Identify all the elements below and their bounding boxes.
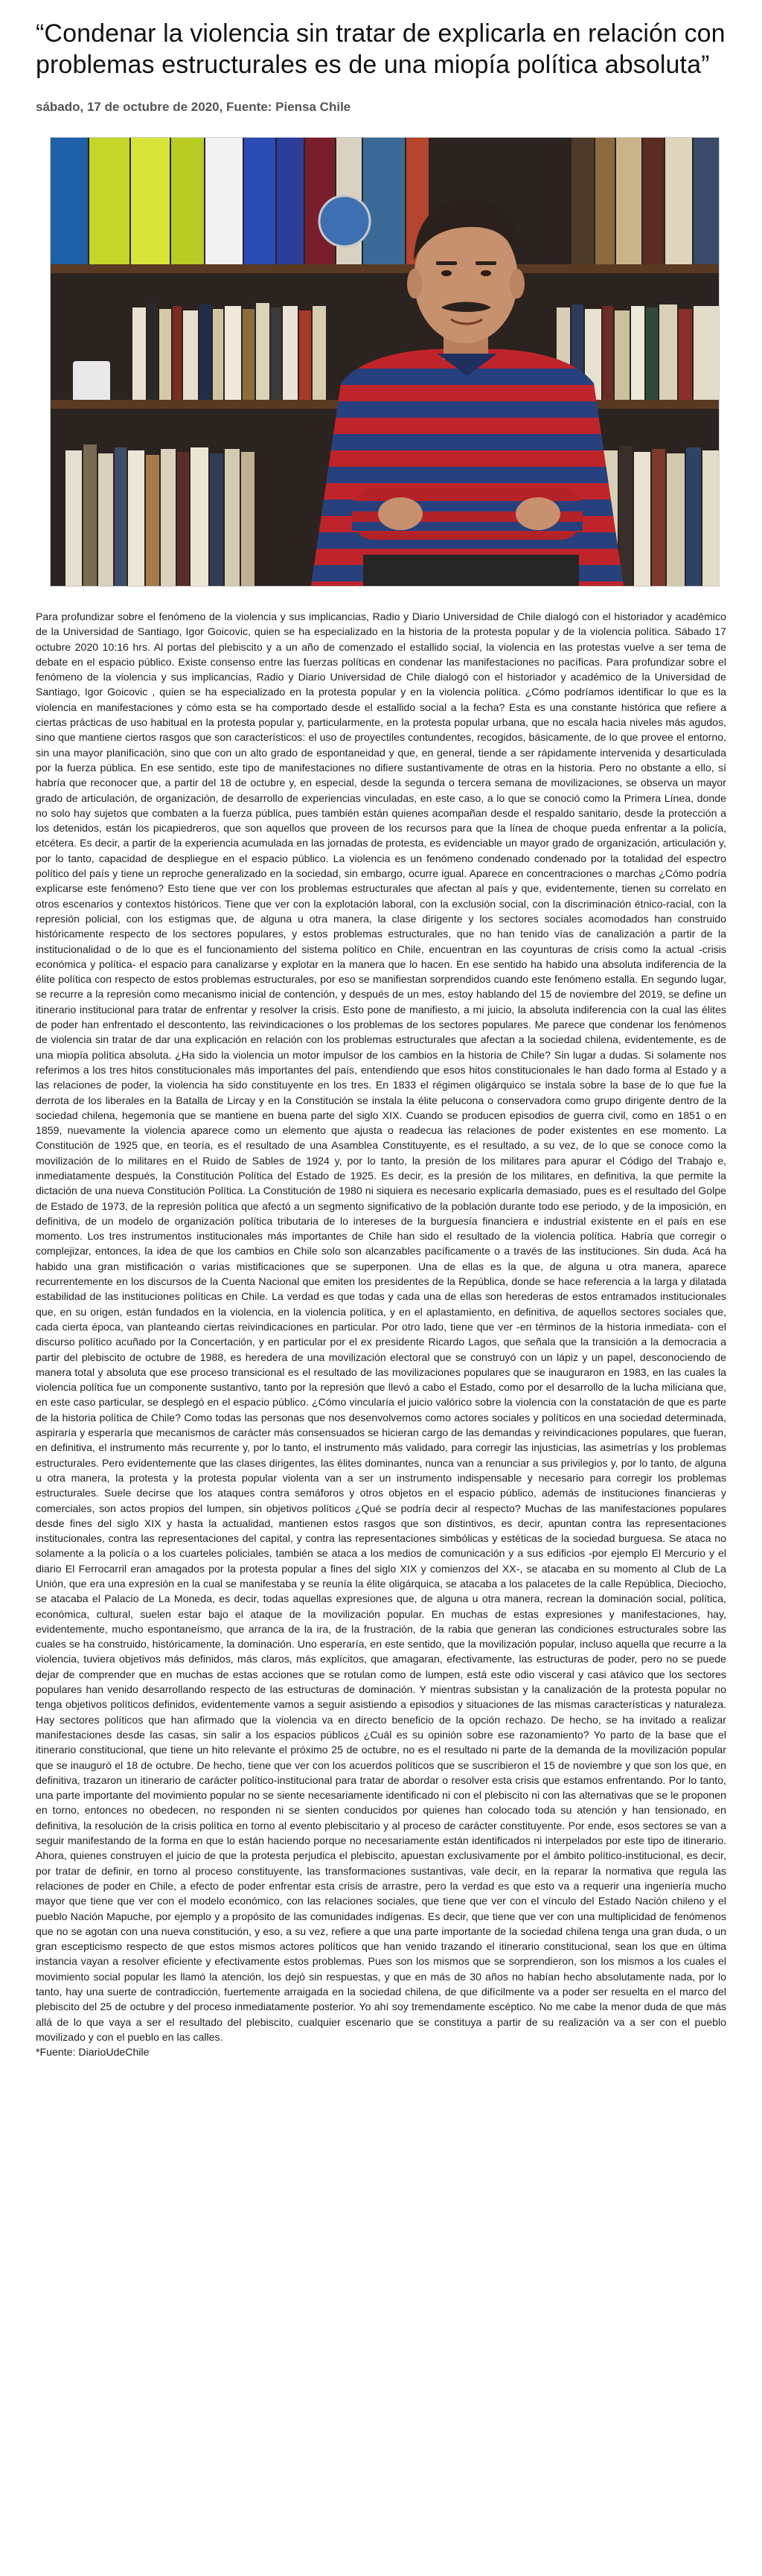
striped-shirt <box>304 346 631 586</box>
article-body: Para profundizar sobre el fenómeno de la violencia y sus implicancias, Radio y Diario Universidad de Chile dialogó con el historiador y académico de la Universidad de Santiago, Igor Goicovic, quien se ha especializado en la historia de la protesta popular y de la violencia política. Sábado 17 octubre 2020 10:16 hrs. Al portas del plebiscito y a un año de comenzado el estallido social, la violencia en las protestas vuelve a ser tema de debate en el espacio público. Existe consenso entre las fuerzas políticas en condenar las manifestaciones no pacíficas. Para profundizar sobre el fenómeno de la violencia y sus implicancias, Radio y Diario Universidad de Chile dialogó con el historiador y académico de la Universidad de Santiago, Igor Goicovic , quien se ha especializado en la protesta popular y en la violencia política. ¿Cómo podríamos identificar lo que es la violencia en manifestaciones y cómo esta se ha comportado desde el estallido social a la fecha? Esta es una constante histórica que refiere a ciertas prácticas de uso habitual en la protesta popular y, particularmente, en la protesta popular urbana, que no escala hacia niveles más agudos, sino que mantiene ciertos rasgos que son característicos: el uso de proyectiles contundentes, recogidos, básicamente, de lo que provee el entorno, sin una mayor planificación, sino que con un alto grado de espontaneidad y que, en general, tiende a ser rápidamente intervenida y desarticulada por la fuerza pública. En ese sentido, este tipo de manifestaciones no difiere sustantivamente de otras en la historia. Pero no obstante a ello, sí habría que reconocer que, a partir del 18 de octubre y, en especial, desde la segunda o tercera semana de movilizaciones, se observa un mayor grado de articulación, de organización, de desarrollo de experiencias vinculadas, en este caso, a lo que se conoció como la Primera Línea, donde no solo hay sujetos que combaten a la fuerza pública, pues también están quienes acompañan desde el respaldo sanitario, desde la protección a los detenidos, están los picapiedreros, que son aquellos que proveen de los recursos para que la línea de choque pueda enfrentar a la policía, etcétera. Es decir, a partir de la experiencia acumulada en las jornadas de protesta, es evidenciable un mayor grado de organización, articulación y, por lo tanto, capacidad de despliegue en el espacio público. La violencia es un fenómeno condenado condenado por la totalidad del espectro político del país y tiene un reproche generalizado en la sociedad, sin embargo, ocurre igual. Aparece en concentraciones o marchas ¿Cómo podría explicarse este fenómeno? Esto tiene que ver con los problemas estructurales que afectan al país y que, evidentemente, tienen su correlato en otros escenarios y contextos históricos. Tiene que ver con la explotación laboral, con la exclusión social, con la discriminación étnico-racial, con la represión policial, con los estigmas que, de alguna u otra manera, la clase dirigente y los sectores sociales acomodados han construido históricamente respecto de los sectores populares, y estos problemas estructurales, que no han tenido vías de canalización a partir de la institucionalidad o de lo que es el funcionamiento del sistema político en Chile, encuentran en las coyunturas de crisis como la actual -crisis económica y política- el espacio para canalizarse y explotar en la manera que lo hacen. En ese sentido ha habido una absoluta indiferencia de la élite política con respecto de estos problemas estructurales, por eso se manifiestan sorprendidos cuando este fenómeno estalla. En segundo lugar, se recurre a la represión como mecanismo inicial de contención, y después de un mes, estoy hablando del 15 de noviembre del 2019, se define un itinerario institucional para tratar de enfrentar y resolver la crisis. Esto pone de manifiesto, a mi juicio, la absoluta indiferencia con la cual las élites de poder han enfrentado el descontento, las reivindicaciones o los problemas de los sectores populares. Me parece que condenar los fenómenos de violencia sin tratar de dar una explicación en relación con los problemas estructurales que afectan a la sociedad chilena, evidentemente, es de una miopía política absoluta. ¿Ha sido la violencia un motor impulsor de los cambios en la historia de Chile? Sin lugar a dudas. Si solamente nos referimos a los tres hitos constitucionales más importantes del país, entendiendo que esos hitos constitucionales le han dado forma al Estado y a las relaciones de poder, la violencia ha sido constituyente en los tres. En 1833 el régimen oligárquico se instala sobre la base de lo que fue la derrota de los liberales en la Batalla de Lircay y en la Constitución se instala la élite pelucona o conservadora como grupo dirigente dentro de la sociedad chilena, hegemonía que se mantiene en buena parte del siglo XIX. Cuando se producen episodios de guerra civil, como en 1851 o en 1859, nuevamente la violencia aparece como un elemento que ajusta o readecua las relaciones de poder existentes en ese momento. La Constitución de 1925 que, en teoría, es el resultado de una Asamblea Constituyente, es el resultado, a su vez, de lo que se conoce como la movilización de lo militares en el Ruido de Sables de 1924 y, por lo tanto, la presión de los militares para apurar el Código del Trabajo e, inmediatamente después, la Constitución Política del Estado de 1925. Es decir, es la presión de los militares, en definitiva, la que permite la dictación de una nueva Constitución Política. La Constitución de 1980 ni siquiera es necesario explicarla demasiado, pues es el resultado del Golpe de Estado de 1973, de la represión política que afectó a un segmento significativo de la población durante todo ese periodo, y de la imposición, en definitiva, de un modelo de organización política tributaria de lo intereses de la burguesía financiera e industrial existente en el país en ese momento. Los tres instrumentos institucionales más importantes de Chile han sido el resultado de la violencia política. Habría que corregir o complejizar, entonces, la idea de que los cambios en Chile solo son alcanzables pacíficamente o a través de las instituciones. Sin duda. Acá ha habido una gran mistificación o varias mistificaciones que se superponen. Una de ellas es la que, de alguna u otra manera, aparece recurrentemente en los discursos de la Cuenta Nacional que emiten los presidentes de la República, donde se hace referencia a la larga y dilatada estabilidad de las instituciones políticas en Chile. La verdad es que todas y cada una de ellas son herederas de estos entramados institucionales que, en su origen, están fundados en la violencia, en la violencia política, y en el aplastamiento, en definitiva, de aquellos sectores sociales que, cada cierta época, van planteando ciertas reivindicaciones en particular. Por otro lado, tiene que ver -en términos de la historia inmediata- con el discurso político acuñado por la Concertación, y en particular por el ex presidente Ricardo Lagos, que señala que la transición a la democracia a partir del plebiscito de octubre de 1988, es heredera de una movilización electoral que se construyó con un lápiz y un papel, desconociendo de manera total y absoluta que ese proceso transicional es el resultado de las movilizaciones populares que se inauguraron en 1983, en las cuales la violencia política fue un componente sustantivo, tanto por la represión que llevó a cabo el Estado, como por el desarrollo de la lucha miliciana que, en este caso particular, se desplegó en el espacio público. ¿Cómo vincularía el juicio valórico sobre la violencia con la constatación de que es parte de la historia política de Chile? Como todas las personas que nos desenvolvemos como actores sociales y políticos en una sociedad determinada, aspiraría y esperaría que mecanismos de carácter más consensuados se hicieran cargo de las demandas y reivindicaciones populares, que fueran, en definitiva, el instrumento más recurrente y, por lo tanto, el instrumento más validado, para corregir las injusticias, las asimetrías y los problemas estructurales. Pero evidentemente que las clases dirigentes, las élites dominantes, nunca van a renunciar a sus privilegios y, por lo tanto, de alguna u otra manera, la protesta y la protesta popular violenta van a ser un instrumento indispensable y necesario para corregir los problemas estructurales. Suele decirse que los ataques contra semáforos y otros objetos en el espacio público, además de instituciones financieras y comerciales, son actos propios del lumpen, sin objetivos políticos ¿Qué se podría decir al respecto? Muchas de las manifestaciones populares desde fines del siglo XIX y hasta la actualidad, mantienen estos rasgos que son distintivos, es decir, apuntan contra las representaciones institucionales, contra las representaciones del capital, y contra las representaciones simbólicas y estéticas de la sociedad burguesa. Se ataca no solamente a la policía o a los cuarteles policiales, también se ataca a los medios de comunicación y a sus edificios -por ejemplo El Mercurio y el diario El Ferrocarril eran amagados por la protesta popular a fines del siglo XIX y comienzos del XX-, se atacaba en su momento al Club de La Unión, que era una expresión en la cual se manifestaba y se reunía la élite oligárquica, se atacaba a los palacetes de la calle República, Dieciocho, se atacaba el Palacio de La Moneda, es decir, todas aquellas expresiones que, de alguna u otra manera, recrean la dominación social, política, económica, cultural, suelen estar bajo el ataque de la movilización popular. En muchas de estas expresiones y manifestaciones, hay, evidentemente, mucho espontaneísmo, que arranca de la ira, de la frustración, de la rabia que generan las condiciones estructurales sobre las cuales se ha construido, históricamente, la dominación. Uno esperaría, en este sentido, que la movilización popular, incluso aquella que recurre a la violencia, tuviera objetivos más definidos, más claros, más explícitos, que amagaran, efectivamente, las estructuras de poder, pero no se puede dejar de comprender que en muchas de estas acciones que se rotulan como de lumpen, está este odio visceral y casi atávico que los sectores populares han venido desarrollando respecto de las estructuras de dominación. Y mientras subsistan y la canalización de la protesta popular no tenga objetivos políticos definidos, evidentemente vamos a seguir asistiendo a episodios y situaciones de las mismas características y naturaleza. Hay sectores políticos que han afirmado que la violencia va en directo beneficio de la opción rechazo. De hecho, se ha invitado a realizar manifestaciones desde las casas, sin salir a los espacios públicos ¿Cuál es su opinión sobre ese razonamiento? Yo parto de la base que el itinerario constitucional, que tiene un hito relevante el próximo 25 de octubre, no es el resultado ni parte de la demanda de la movilización popular que se inauguró el 18 de octubre. De hecho, tiene que ver con los acuerdos políticos que se suscribieron el 15 de noviembre y que son los que, en definitiva, trazaron un itinerario de carácter político-institucional para tratar de abordar o resolver esta crisis que estamos enfrentando. Por lo tanto, una parte importante del movimiento popular no se siente necesariamente identificado ni con el plebiscito ni con las alternativas que se le proponen en torno, entonces no obedecen, no responden ni se sienten conducidos por quienes han colocado toda su atención y han tensionado, en definitiva, la resolución de la crisis política en torno al evento plebiscitario y al proceso de carácter constituyente. Por ende, esos sectores se van a seguir manifestando de la forma en que lo están haciendo porque no necesariamente están identificados ni interpelados por este tipo de itinerario. Ahora, quienes construyen el juicio de que la protesta perjudica el plebiscito, apuestan exclusivamente por el ámbito político-institucional, es decir, por tratar de definir, en torno al proceso constituyente, las transformaciones sustantivas, vale decir, en la reparar la normativa que regula las relaciones de poder en Chile, a efecto de poder enfrentar esta crisis de arrastre, pero la verdad es que esto va a requerir una ingeniería mucho mayor que tiene que ver con el modelo económico, con las relaciones sociales, que tiene que ver con el vínculo del Estado Nación chileno y el pueblo Nación Mapuche, por ejemplo y a propósito de las comunidades indígenas. Es decir, que tiene que ver con una multiplicidad de fenómenos que no se agotan con una nueva constitución, y eso, a su vez, refiere a que una parte importante de la sociedad chilena tenga una gran duda, o un gran escepticismo respecto de que estos mismos actores políticos que han venido trazando el itinerario constitucional, sean los que en última instancia vayan a resolver eficiente y efectivamente estos problemas. Pues son los mismos que se sorprendieron, son los mismos a los cuales el movimiento social popular les llamó la atención, los dejó sin respuestas, y que en más de 30 años no habían hecho absolutamente nada, por lo tanto, hay una suerte de contradicción, fuertemente arraigada en la sociedad chilena, de que difícilmente va a poder ser resuelta en el marco del plebiscito del 25 de octubre y del proceso inmediatamente posterior. Yo ahí soy tremendamente escéptico. No me cabe la menor duda de que más allá de lo que vaya a ser el resultado del plebiscito, cualquier escenario que se constituya a partir de su realización va a ser con el pueblo movilizado y con el pueblo en las calles. <box>36 610 726 2043</box>
article-meta: sábado, 17 de octubre de 2020, Fuente: Piensa Chile <box>36 100 351 114</box>
article-source: *Fuente: DiarioUdeChile <box>36 2046 150 2059</box>
article-photo <box>50 137 720 587</box>
article-headline: “Condenar la violencia sin tratar de explicarla en relación con problemas estructurales es de una miopía política absoluta” <box>36 19 726 79</box>
portrait-illustration <box>51 138 719 586</box>
binders-shelf <box>51 138 719 264</box>
